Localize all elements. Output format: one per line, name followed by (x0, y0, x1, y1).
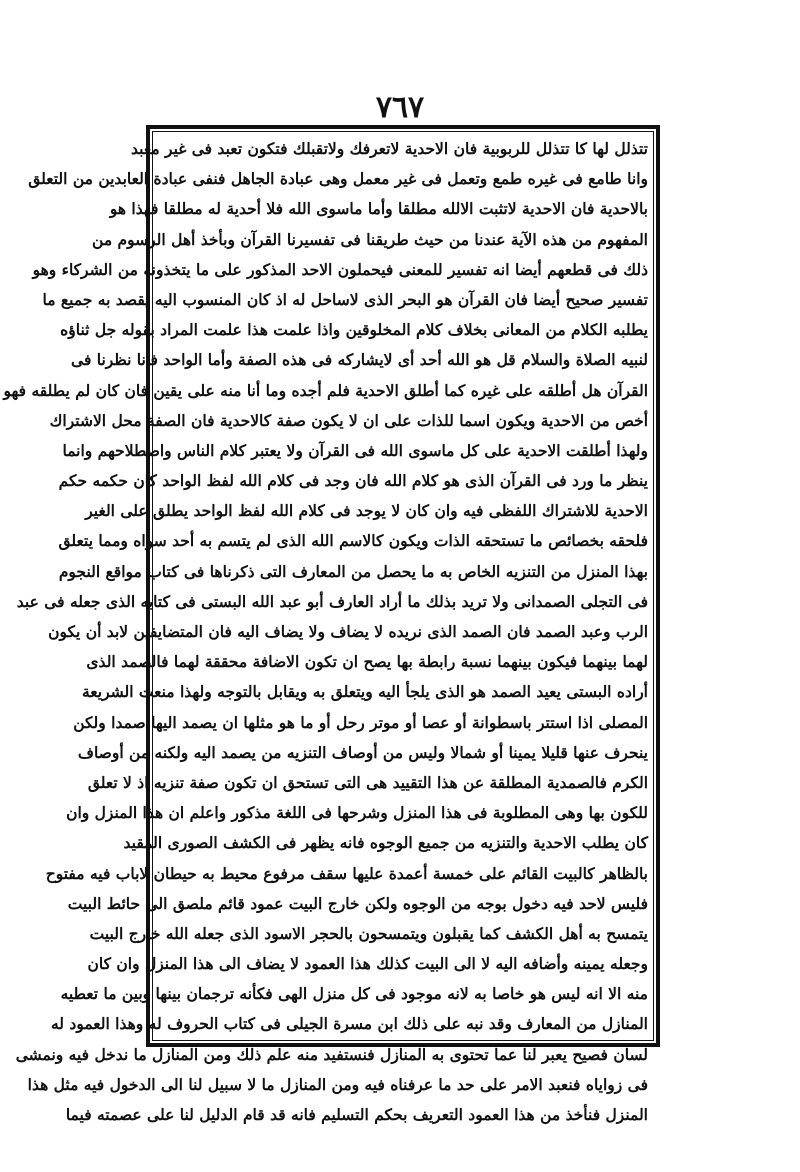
text-line: بهذا المنزل من التنزيه الخاص به ما يحصل من المعارف التى ذكرناها فى كتاب مواقع النجوم (58, 561, 648, 581)
text-line: يطلبه الكلام من المعانى بخلاف كلام المخلوقين واذا علمت هذا علمت المراد بقوله جل ثناؤه (60, 320, 648, 340)
text-line: الكرم فالصمدية المطلقة عن هذا التقييد هى التى تستحق ان تكون صفة تنزيه اذ لا تعلق (87, 772, 648, 792)
text-line: فى التجلى الصمدانى ولا تريد بذلك ما أراد العارف أبو عبد الله البستى فى كتابه الذى جعله فى عبد (16, 591, 648, 611)
text-line: المفهوم من هذه الآية عندنا من حيث طريقنا فى تفسيرنا القرآن وبأخذ أهل الرسوم من (92, 229, 648, 249)
text-line: كان يطلب الاحدية والتنزيه من جميع الوجوه فانه يظهر فى الكشف الصورى المقيد (123, 833, 648, 853)
text-line: الاحدية للاشتراك اللفظى فيه وان كان لا يوجد فى كلام الله لفظ الواحد يطلق على الغير (85, 501, 648, 521)
text-line: فلحقه بخصائص ما تستحقه الذات ويكون كالاسم الله الذى لم يتسم به أحد سواه ومما يتعلق (58, 531, 648, 551)
text-line: ينحرف عنها قليلا يمينا أو شمالا وليس من أوصاف التنزيه من يصمد اليه ولكنه من أوصاف (77, 742, 648, 762)
text-line: للكون بها وهى المطلوبة فى هذا المنزل وشرحها فى اللغة مذكور واعلم ان هذا المنزل وان (66, 803, 648, 823)
text-line: تتذلل لها كا تتذلل للربوبية فان الاحدية لاتعرفك ولاتقبلك فتكون تعبد فى غير معبد (131, 139, 648, 158)
text-line: يتمسح به أهل الكشف كما يقبلون ويتمسحون بالحجر الاسود الذى جعله الله خارج البيت (89, 923, 648, 943)
text-line: المنزل فنأخذ من هذا العمود التعريف بحكم التسليم فانه قد قام الدليل لنا على عصمته فيما (65, 1105, 648, 1124)
text-line: أخص من الاحدية ويكون اسما للذات على ان لا يكون صفة كالاحدية فان الصفة محل الاشتراك (49, 410, 648, 430)
page-number: ٧٦٧ (375, 90, 425, 125)
text-line: الرب وعبد الصمد فان الصمد الذى نريده لا يضاف ولا يضاف اليه فان المتضايفين لابد أن يكون (48, 622, 648, 641)
text-line: وجعله يمينه وأضافه اليه لا الى البيت كذلك هذا العمود لا يضاف الى هذا المنزل وان كان (87, 954, 648, 974)
text-line: لهما بينهما فيكون بينهما نسبة رابطة بها يصح ان تكون الاضافة محققة لهما فالصمد الذى (86, 652, 648, 672)
text-line: المنازل من المعارف وقد نبه على ذلك ابن مسرة الجيلى فى كتاب الحروف له وهذا العمود له (50, 1014, 648, 1034)
text-line: لنبيه الصلاة والسلام قل هو الله أحد أى لايشاركه فى هذه الصفة وأما الواحد فانا نظرنا فى (71, 350, 648, 370)
text-line: فى زواياه فنعبد الامر على حد ما عرفناه فيه ومن المنازل ما لا سبيل لنا الى الدخول فيه مثل هذا (27, 1074, 648, 1094)
text-line: منه الا انه ليس هو خاصا به لانه موجود فى كل منزل الهى فكأنه ترجمان بينها وبين ما تعطيه (60, 984, 648, 1004)
text-line: فليس لاحد فيه دخول بوجه من الوجوه ولكن خارج البيت عمود قائم ملصق الى حائط البيت (67, 893, 648, 913)
text-line: القرآن هل أطلقه على غيره كما أطلق الاحدية فلم أجده وما أنا منه على يقين فان كان لم يطلقه فهو (3, 380, 648, 400)
text-line: المصلى اذا استتر باسطوانة أو عصا أو موتر رحل أو ما هو مثلها ان يصمد اليها صمدا ولكن (73, 712, 648, 732)
text-line: تفسير صحيح أيضا فان القرآن هو البحر الذى لاساحل له اذ كان المنسوب اليه يقصد به جميع ما (42, 289, 648, 309)
text-line: أراده البستى يعيد الصمد هو الذى يلجأ اليه ويتعلق به ويقابل بالتوجه ولهذا منعت الشريعة (81, 682, 648, 702)
text-line: ولهذا أطلقت الاحدية على كل ماسوى الله فى القرآن ولا يعتبر كلام الناس واصطلاحهم وانما (62, 440, 648, 460)
text-line: بالظاهر كالبيت القائم على خمسة أعمدة عليها سقف مرفوع محيط به حيطان لاباب فيه مفتوح (45, 863, 648, 883)
text-line: لسان فصيح يعبر لنا عما تحتوى به المنازل فنستفيد منه علم ذلك ومن المنازل ما ندخل فيه ونمشى (15, 1044, 648, 1064)
text-line: ذلك فى قطعهم أيضا انه تفسير للمعنى فيحملون الاحد المذكور على ما يتخذونه من الشركاء وهو (32, 259, 648, 279)
text-line: بالاحدية فان الاحدية لاتثبت الالله مطلقا وأما ماسوى الله فلا أحدية له مطلقا فهذا هو (109, 199, 648, 219)
text-block (3, 134, 648, 1124)
text-line: وانا طامع فى غيره طمع وتعمل فى غير معمل وهى عبادة الجاهل فنفى عبادة العابدين من التعلق (28, 169, 648, 189)
text-line: ينظر ما ورد فى القرآن الذى هو كلام الله فان وجد فى كلام الله لفظ الواحد كان حكمه حكم (58, 471, 648, 491)
